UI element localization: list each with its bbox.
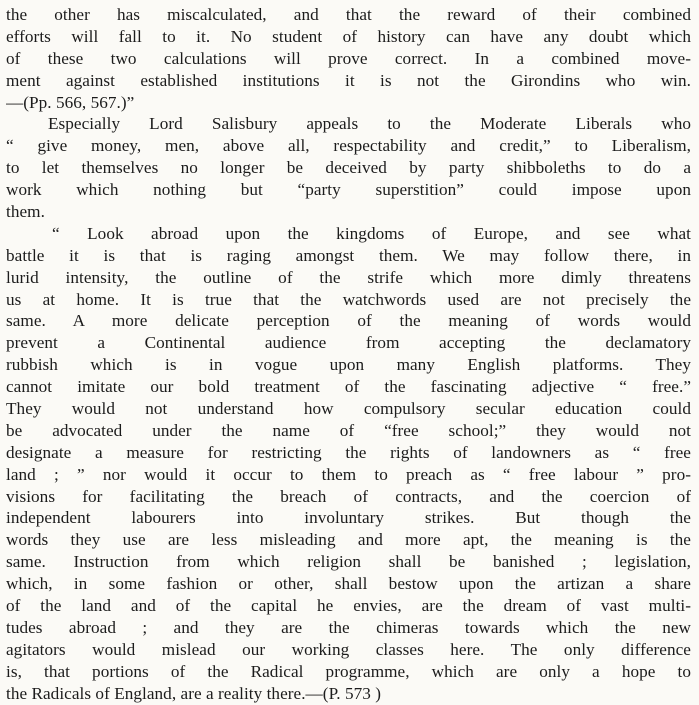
text-line: cannot imitate our bold treatment of the fascinating adjective “ free.” bbox=[6, 377, 691, 397]
text-line: same. Instruction from which religion shall be banished ; legislation, bbox=[6, 552, 691, 572]
text-line: of these two calculations will prove correct. In a combined move- bbox=[6, 48, 691, 68]
text-line: rubbish which is in vogue upon many English platforms. They bbox=[6, 355, 691, 375]
text-line: battle it is that is raging amongst them. We may follow there, in bbox=[6, 245, 691, 265]
text-line: efforts will fall to it. No student of history can have any doubt which bbox=[6, 26, 691, 46]
text-line: them. bbox=[6, 202, 45, 222]
text-line: ment against established institutions it is not the Girondins who win. bbox=[6, 70, 691, 90]
text-line: is, that portions of the Radical programme, which are only a hope to bbox=[6, 661, 691, 681]
text-line: of the land and of the capital he envies, are the dream of vast multi- bbox=[6, 596, 691, 616]
text-line: words they use are less misleading and more apt, the meaning is the bbox=[6, 530, 691, 550]
text-line: independent labourers into involuntary strikes. But though the bbox=[6, 508, 691, 528]
text-line: “ Look abroad upon the kingdoms of Europe, and see what bbox=[52, 223, 691, 243]
text-line: the Radicals of England, are a reality there.—(P. 573 ) bbox=[6, 683, 382, 703]
text-line: the other has miscalculated, and that the reward of their combined bbox=[6, 5, 691, 24]
text-line: land ; ” nor would it occur to them to preach as “ free labour ” pro- bbox=[6, 464, 691, 484]
text-line: work which nothing but “party superstition” could impose upon bbox=[6, 180, 691, 200]
text-line: They would not understand how compulsory secular education could bbox=[6, 399, 691, 419]
text-line: which, in some fashion or other, shall bestow upon the artizan a share bbox=[6, 574, 691, 594]
text-line: agitators would mislead our working classes here. The only difference bbox=[6, 639, 691, 659]
text-line: same. A more delicate perception of the meaning of words would bbox=[6, 311, 691, 331]
text-line: “ give money, men, above all, respectability and credit,” to Liberalism, bbox=[6, 136, 691, 156]
text-line: visions for facilitating the breach of contracts, and the coercion of bbox=[6, 486, 691, 506]
text-line: to let themselves no longer be deceived by party shibboleths to do a bbox=[6, 158, 691, 178]
text-line: —(Pp. 566, 567.)” bbox=[6, 92, 135, 112]
text-line: tudes abroad ; and they are the chimeras towards which the new bbox=[6, 617, 691, 637]
text-line: prevent a Continental audience from accepting the declamatory bbox=[6, 333, 691, 353]
text-line: us at home. It is true that the watchwords used are not precisely the bbox=[6, 289, 691, 309]
text-line: lurid intensity, the outline of the strife which more dimly threatens bbox=[6, 267, 691, 287]
text-line: Especially Lord Salisbury appeals to the Moderate Liberals who bbox=[48, 114, 691, 134]
text-line: designate a measure for restricting the rights of landowners as “ free bbox=[6, 442, 691, 462]
text-line: be advocated under the name of “free school;” they would not bbox=[6, 420, 691, 440]
